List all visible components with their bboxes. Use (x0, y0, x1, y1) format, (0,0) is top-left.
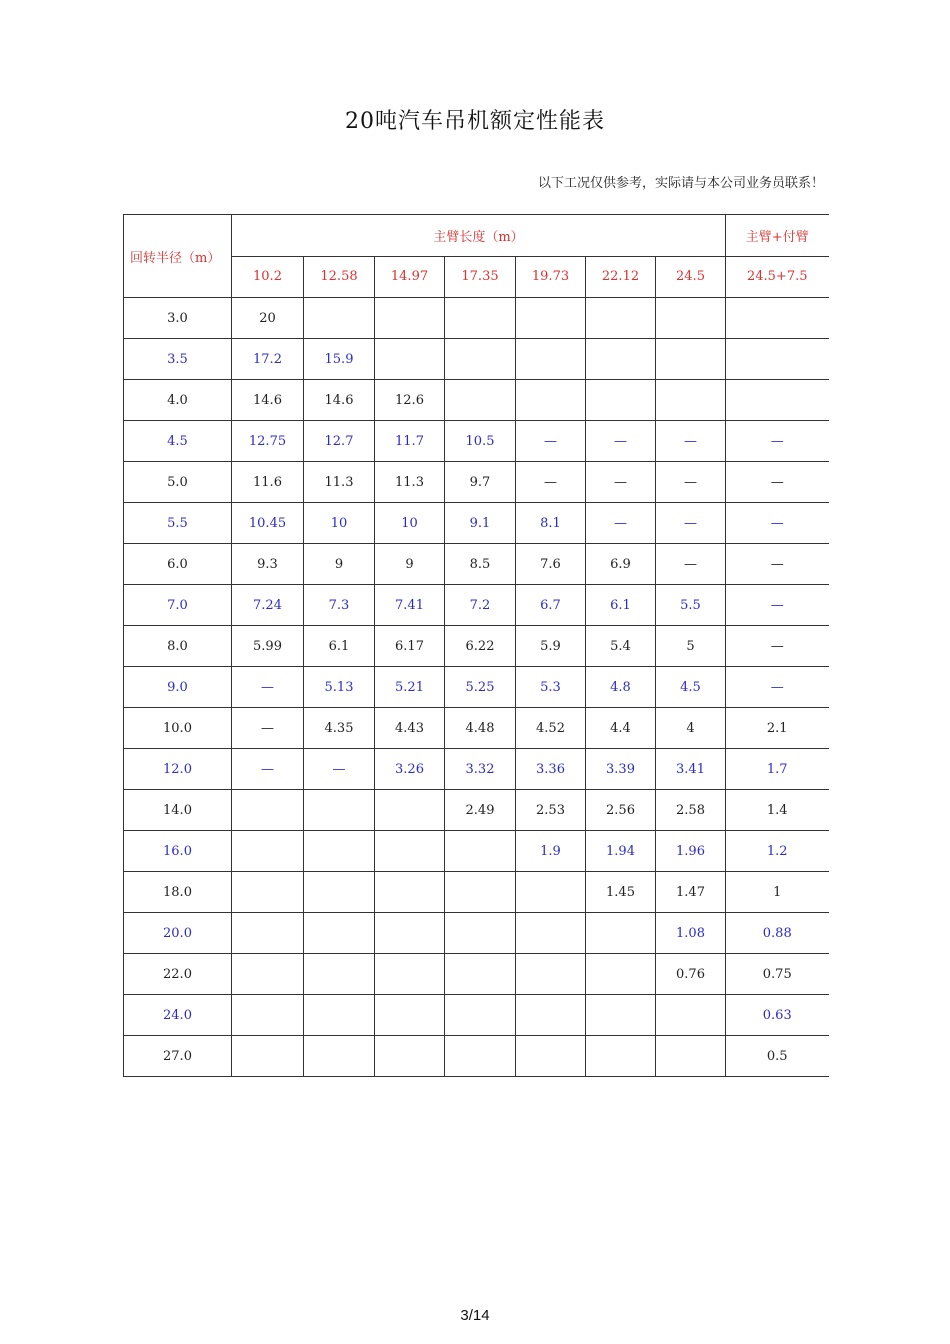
load-cell: 14.6 (304, 380, 375, 421)
load-cell: 7.2 (445, 585, 516, 626)
load-cell: 0.75 (726, 954, 829, 995)
table-row (124, 503, 829, 544)
load-cell (232, 1036, 304, 1077)
load-cell (586, 995, 656, 1036)
boom-length-header: 17.35 (445, 256, 516, 298)
load-cell (232, 954, 304, 995)
load-cell: 3.36 (516, 749, 586, 790)
radius-cell: 14.0 (124, 790, 232, 831)
aux-boom-header: 主臂+付臂 (726, 215, 829, 257)
load-cell (516, 339, 586, 380)
load-cell (586, 339, 656, 380)
load-cell: 5.13 (304, 667, 375, 708)
load-cell: 4.8 (586, 667, 656, 708)
load-cell (375, 1036, 445, 1077)
load-cell (232, 790, 304, 831)
load-cell: — (726, 544, 829, 585)
load-cell: 9.7 (445, 462, 516, 503)
load-cell: 11.6 (232, 462, 304, 503)
page-title: 20吨汽车吊机额定性能表 (345, 109, 605, 134)
load-cell: — (586, 503, 656, 544)
load-cell (375, 298, 445, 339)
boom-length-header: 24.5 (656, 256, 726, 298)
load-cell (375, 339, 445, 380)
table-row (124, 626, 829, 667)
radius-cell: 22.0 (124, 954, 232, 995)
load-cell: 4.4 (586, 708, 656, 749)
load-cell: 5.3 (516, 667, 586, 708)
load-cell: 11.3 (375, 462, 445, 503)
load-cell (516, 380, 586, 421)
load-cell: 10.45 (232, 503, 304, 544)
load-cell (375, 790, 445, 831)
load-cell: 5 (656, 626, 726, 667)
radius-cell: 18.0 (124, 872, 232, 913)
load-cell (375, 913, 445, 954)
load-cell (586, 1036, 656, 1077)
performance-table (123, 214, 829, 1077)
load-cell: 10.5 (445, 421, 516, 462)
load-cell (445, 913, 516, 954)
load-cell: 7.24 (232, 585, 304, 626)
load-cell (375, 831, 445, 872)
load-cell: 7.41 (375, 585, 445, 626)
load-cell: 12.7 (304, 421, 375, 462)
load-cell: — (656, 503, 726, 544)
load-cell: 11.7 (375, 421, 445, 462)
load-cell: 2.58 (656, 790, 726, 831)
load-cell: — (232, 708, 304, 749)
table-row (124, 708, 829, 749)
load-cell (516, 954, 586, 995)
load-cell (445, 831, 516, 872)
table-row (124, 749, 829, 790)
load-cell (445, 1036, 516, 1077)
load-cell (445, 298, 516, 339)
load-cell: — (586, 462, 656, 503)
boom-length-header: 12.58 (304, 256, 375, 298)
radius-cell: 3.5 (124, 339, 232, 380)
load-cell: 0.76 (656, 954, 726, 995)
load-cell: 4 (656, 708, 726, 749)
radius-cell: 20.0 (124, 913, 232, 954)
load-cell (586, 954, 656, 995)
load-cell: 2.1 (726, 708, 829, 749)
load-cell: 6.1 (304, 626, 375, 667)
load-cell: 5.9 (516, 626, 586, 667)
load-cell (726, 339, 829, 380)
load-cell (232, 995, 304, 1036)
radius-cell: 9.0 (124, 667, 232, 708)
load-cell: 1.7 (726, 749, 829, 790)
table-row (124, 462, 829, 503)
load-cell: — (516, 462, 586, 503)
load-cell (586, 380, 656, 421)
radius-cell: 8.0 (124, 626, 232, 667)
load-cell: 8.1 (516, 503, 586, 544)
load-cell: — (656, 421, 726, 462)
load-cell: 9 (304, 544, 375, 585)
load-cell: 1.4 (726, 790, 829, 831)
load-cell (656, 1036, 726, 1077)
load-cell: 4.43 (375, 708, 445, 749)
table-row (124, 421, 829, 462)
load-cell: — (232, 667, 304, 708)
table-row (124, 831, 829, 872)
load-cell: 5.4 (586, 626, 656, 667)
load-cell (656, 380, 726, 421)
load-cell: 5.99 (232, 626, 304, 667)
load-cell (304, 913, 375, 954)
boom-length-header: 19.73 (516, 256, 586, 298)
load-cell: — (304, 749, 375, 790)
load-cell: 2.56 (586, 790, 656, 831)
load-cell: — (516, 421, 586, 462)
load-cell: 2.49 (445, 790, 516, 831)
load-cell: 0.63 (726, 995, 829, 1036)
load-cell: 3.32 (445, 749, 516, 790)
load-cell (304, 872, 375, 913)
radius-cell: 3.0 (124, 298, 232, 339)
table-row (124, 585, 829, 626)
load-cell (445, 380, 516, 421)
load-cell: 6.22 (445, 626, 516, 667)
main-boom-header: 主臂长度（m） (232, 215, 726, 257)
load-cell: — (726, 585, 829, 626)
load-cell: 1 (726, 872, 829, 913)
load-cell: 10 (304, 503, 375, 544)
load-cell (304, 995, 375, 1036)
load-cell (375, 995, 445, 1036)
radius-cell: 5.5 (124, 503, 232, 544)
load-cell (726, 298, 829, 339)
table-row (124, 544, 829, 585)
load-cell (304, 831, 375, 872)
radius-cell: 5.0 (124, 462, 232, 503)
load-cell (304, 790, 375, 831)
load-cell: 9.1 (445, 503, 516, 544)
load-cell: 1.96 (656, 831, 726, 872)
radius-header: 回转半径（m） (124, 215, 232, 298)
load-cell: 6.17 (375, 626, 445, 667)
aux-length-header: 24.5+7.5 (726, 256, 829, 298)
load-cell: 1.94 (586, 831, 656, 872)
load-cell (656, 339, 726, 380)
load-cell (445, 872, 516, 913)
table-row (124, 995, 829, 1036)
load-cell (516, 995, 586, 1036)
load-cell (445, 339, 516, 380)
load-cell: 0.5 (726, 1036, 829, 1077)
load-cell: 17.2 (232, 339, 304, 380)
page-number: 3/14 (460, 1307, 490, 1324)
load-cell (375, 872, 445, 913)
load-cell (586, 298, 656, 339)
load-cell: 5.25 (445, 667, 516, 708)
load-cell (445, 995, 516, 1036)
load-cell (375, 954, 445, 995)
boom-length-header: 14.97 (375, 256, 445, 298)
load-cell: 8.5 (445, 544, 516, 585)
load-cell: 20 (232, 298, 304, 339)
load-cell: 1.47 (656, 872, 726, 913)
table-row (124, 872, 829, 913)
load-cell (726, 380, 829, 421)
load-cell: 6.9 (586, 544, 656, 585)
table-row (124, 790, 829, 831)
table-row (124, 1036, 829, 1077)
load-cell: 0.88 (726, 913, 829, 954)
load-cell: 14.6 (232, 380, 304, 421)
table-row (124, 339, 829, 380)
load-cell: 4.35 (304, 708, 375, 749)
load-cell (516, 298, 586, 339)
load-cell: 9 (375, 544, 445, 585)
load-cell (516, 1036, 586, 1077)
radius-cell: 16.0 (124, 831, 232, 872)
load-cell: 4.52 (516, 708, 586, 749)
boom-length-header: 10.2 (232, 256, 304, 298)
load-cell: 12.75 (232, 421, 304, 462)
load-cell: — (726, 667, 829, 708)
load-cell (656, 298, 726, 339)
load-cell (304, 298, 375, 339)
radius-cell: 4.5 (124, 421, 232, 462)
load-cell: 4.48 (445, 708, 516, 749)
load-cell: — (586, 421, 656, 462)
boom-length-header: 22.12 (586, 256, 656, 298)
load-cell: 9.3 (232, 544, 304, 585)
load-cell: — (232, 749, 304, 790)
radius-cell: 4.0 (124, 380, 232, 421)
load-cell: 11.3 (304, 462, 375, 503)
load-cell (445, 954, 516, 995)
load-cell: 1.45 (586, 872, 656, 913)
load-cell (516, 872, 586, 913)
load-cell: 7.6 (516, 544, 586, 585)
table-row (124, 298, 829, 339)
table-row (124, 913, 829, 954)
radius-cell: 24.0 (124, 995, 232, 1036)
load-cell: — (726, 503, 829, 544)
load-cell: — (726, 421, 829, 462)
load-cell (304, 1036, 375, 1077)
load-cell (232, 913, 304, 954)
load-cell (516, 913, 586, 954)
load-cell: 5.5 (656, 585, 726, 626)
load-cell (232, 831, 304, 872)
load-cell: 3.26 (375, 749, 445, 790)
load-cell (232, 872, 304, 913)
load-cell: 10 (375, 503, 445, 544)
radius-cell: 12.0 (124, 749, 232, 790)
radius-cell: 10.0 (124, 708, 232, 749)
load-cell: — (656, 544, 726, 585)
load-cell: 7.3 (304, 585, 375, 626)
radius-cell: 6.0 (124, 544, 232, 585)
load-cell (304, 954, 375, 995)
load-cell: 4.5 (656, 667, 726, 708)
load-cell: 3.39 (586, 749, 656, 790)
table-row (124, 380, 829, 421)
radius-cell: 27.0 (124, 1036, 232, 1077)
load-cell: 2.53 (516, 790, 586, 831)
load-cell: 6.7 (516, 585, 586, 626)
load-cell: 3.41 (656, 749, 726, 790)
load-cell: — (656, 462, 726, 503)
load-cell: 5.21 (375, 667, 445, 708)
load-cell: 1.08 (656, 913, 726, 954)
radius-cell: 7.0 (124, 585, 232, 626)
load-cell (656, 995, 726, 1036)
load-cell: 1.9 (516, 831, 586, 872)
table-row (124, 667, 829, 708)
load-cell: 1.2 (726, 831, 829, 872)
table-row (124, 954, 829, 995)
load-cell: — (726, 626, 829, 667)
load-cell: 12.6 (375, 380, 445, 421)
load-cell: 15.9 (304, 339, 375, 380)
load-cell: 6.1 (586, 585, 656, 626)
reference-note: 以下工况仅供参考，实际请与本公司业务员联系！ (537, 176, 824, 191)
load-cell: — (726, 462, 829, 503)
load-cell (586, 913, 656, 954)
